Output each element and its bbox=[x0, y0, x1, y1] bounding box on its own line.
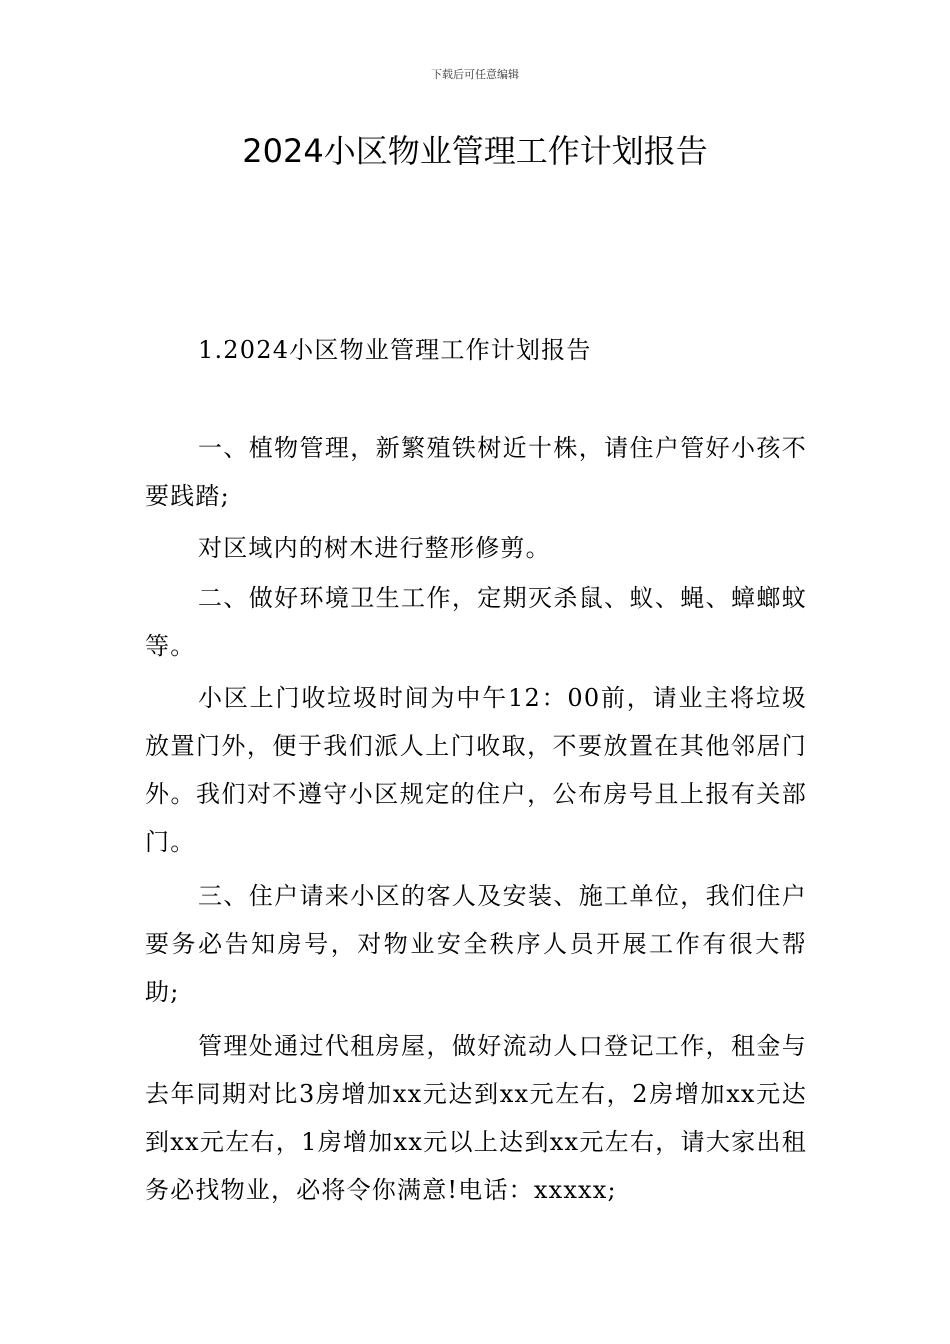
section-heading: 1.2024小区物业管理工作计划报告 bbox=[198, 336, 592, 364]
paragraph-rental: 管理处通过代租房屋，做好流动人口登记工作，租金与去年同期对比3房增加xx元达到xx元左右，2房增加xx元达到xx元左右，1房增加xx元以上达到xx元左右，请大家出租务必找物业，必将令你满意!电话：xxxxx; bbox=[145, 1032, 807, 1204]
paragraph-visitors: 三、住户请来小区的客人及安装、施工单位，我们住户要务必告知房号，对物业安全秩序人员开展工作有很大帮助; bbox=[145, 882, 807, 1006]
paragraph-sanitation: 二、做好环境卫生工作，定期灭杀鼠、蚁、蝇、蟑螂蚊等。 bbox=[145, 584, 807, 660]
paragraph-tree-pruning: 对区域内的树木进行整形修剪。 bbox=[198, 534, 551, 562]
paragraph-garbage-collection: 小区上门收垃圾时间为中午12：00前，请业主将垃圾放置门外，便于我们派人上门收取，不要放置在其他邻居门外。我们对不遵守小区规定的住户，公布房号且上报有关部门。 bbox=[145, 684, 807, 856]
header-note: 下载后可任意编辑 bbox=[431, 68, 519, 81]
paragraph-plant-management: 一、植物管理，新繁殖铁树近十株，请住户管好小孩不要践踏; bbox=[145, 434, 807, 510]
document-title: 2024小区物业管理工作计划报告 bbox=[242, 132, 708, 170]
